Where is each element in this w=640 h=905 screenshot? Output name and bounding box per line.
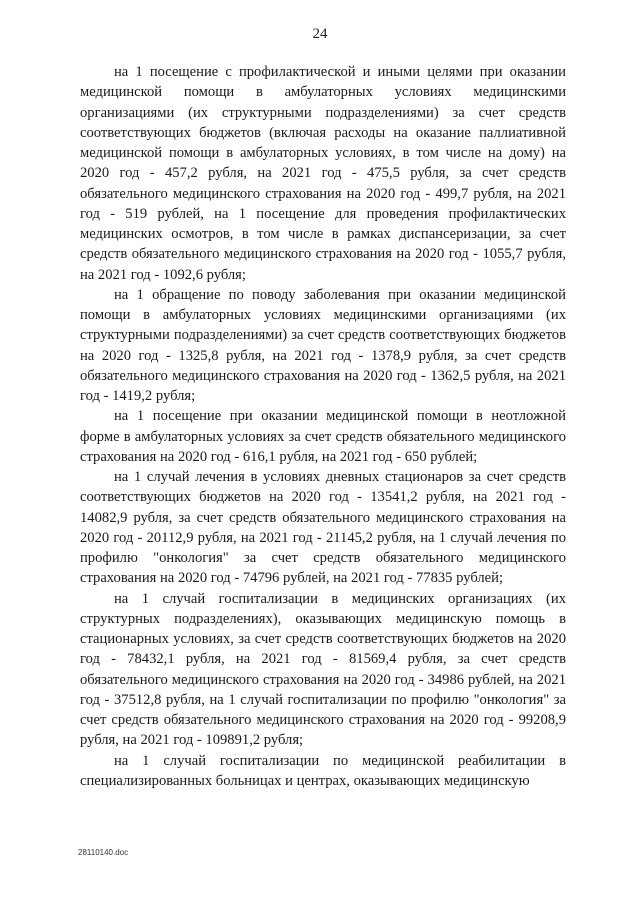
paragraph-urgent-visit: на 1 посещение при оказании медицинской помощи в неотложной форме в амбулаторных условиях за счет средств обязательного медицинского страхования на 2020 год - 616,1 рубля, на 2021 год - 650 рублей; — [80, 408, 566, 465]
document-body — [80, 62, 566, 791]
paragraph-day-hospital: на 1 случай лечения в условиях дневных стационаров за счет средств соответствующих бюджетов на 2020 год - 13541,2 рубля, на 2021 год - 14082,9 рубля, за счет средств обязательного медицинского страхования на 2020 год - 20112,9 рубля, на 2021 год - 21145,2 рубля, на 1 случай лечения по профилю "онкология" за счет средств обязательного медицинского страхования на 2020 год - 74796 рублей, на 2021 год - 77835 рублей; — [80, 469, 566, 587]
paragraph-outpatient-visit: на 1 посещение с профилактической и иными целями при оказании медицинской помощи в амбулаторных условиях медицинскими организациями (их структурными подразделениями) за счет средств соответствующих бюджетов (включая расходы на оказание паллиативной медицинской помощи в амбулаторных условиях, в том числе на дому) на 2020 год - 457,2 рубля, на 2021 год - 475,5 рубля, за счет средств обязательного медицинского страхования на 2020 год - 499,7 рубля, на 2021 год - 519 рублей, на 1 посещение для проведения профилактических медицинских осмотров, в том числе в рамках диспансеризации, за счет средств обязательного медицинского страхования на 2020 год - 1055,7 рубля, на 2021 год - 1092,6 рубля; — [80, 64, 566, 283]
paragraph-hospitalization: на 1 случай госпитализации в медицинских организациях (их структурных подразделениях), оказывающих медицинскую помощь в стационарных условиях, за счет средств соответствующих бюджетов на 2020 год - 78432,1 рубля, на 2021 год - 81569,4 рубля, за счет средств обязательного медицинского страхования на 2020 год - 34986 рублей, на 2021 год - 37512,8 рубля, на 1 случай госпитализации по профилю "онкология" за счет средств обязательного медицинского страхования на 2020 год - 99208,9 рубля, на 2021 год - 109891,2 рубля; — [80, 590, 566, 749]
footer-filename: 28110140.doc — [78, 848, 129, 857]
page-number: 24 — [312, 26, 328, 42]
paragraph-disease-appeal: на 1 обращение по поводу заболевания при оказании медицинской помощи в амбулаторных условиях медицинскими организациями (их структурными подразделениями) за счет средств соответствующих бюджетов на 2020 год - 1325,8 рубля, на 2021 год - 1378,9 рубля, за счет средств обязательного медицинского страхования на 2020 год - 1362,5 рубля, на 2021 год - 1419,2 рубля; — [80, 286, 566, 404]
paragraph-rehabilitation: на 1 случай госпитализации по медицинской реабилитации в специализированных больницах и центрах, оказывающих медицинскую — [80, 752, 566, 789]
